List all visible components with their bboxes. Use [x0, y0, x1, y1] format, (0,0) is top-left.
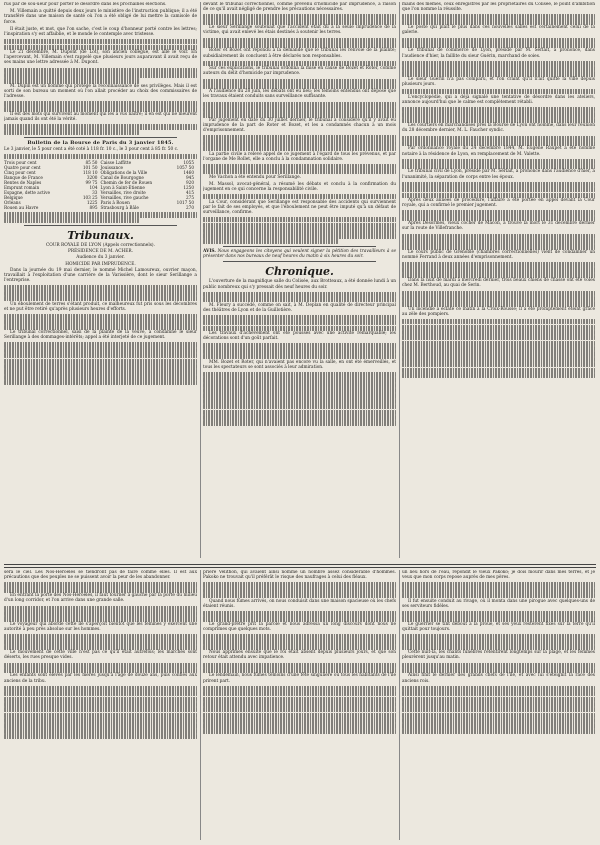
- paragraph: Roter et Bozet ont répondu à la demande que le tribunal les renvoie de la plainte; subsidiairement ils concluent à être déclarés non responsables.: [203, 48, 396, 59]
- text-line: [4, 606, 197, 611]
- text-line: [203, 668, 396, 673]
- paragraph: Dans la journée du 19 mai dernier, le nommé Michel Lamoureux, ouvrier maçon, travaillait à l'exploitation d'une carrière de la Varissière, dont le sieur Serillange a l'entreprise.: [4, 267, 197, 284]
- paragraph: Ainsi finit le dernier des grands chefs de l'île, et avec lui s'éteignit la race des anciens rois.: [402, 673, 595, 684]
- text-line: [203, 707, 396, 712]
- paragraph: Il était juste, et mot, que l'on sache, c'est le coup d'honneur porté contre les lettres; l'inspiration s'y est affaiblie, et le monde le contemple avec tristesse.: [4, 26, 197, 38]
- text-line: [203, 404, 396, 409]
- bourse-intro: Le 3 janvier, le 5 pour cent a été coté à 118 fr. 10 c., le 3 pour cent à 85 fr. 50 c.: [4, 147, 179, 153]
- quote-name: Espagne, dette active: [4, 190, 50, 196]
- text-line: [402, 273, 595, 278]
- column-1: [4, 2, 197, 562]
- quote-name: Banque de France: [4, 175, 43, 181]
- text-line: [402, 668, 595, 673]
- paragraph: Le poste qui plaît le plus dans ces nouvelles salles est certainement celui de la galerie.: [402, 25, 595, 36]
- text-line: [402, 234, 595, 239]
- paragraph: Dans la nuit de mardi à mercredi dernier, trois beaux chiens de chasse ont été volés chez M. Berthoud, au quai de Serin.: [402, 278, 595, 289]
- quote-name: Versailles, rive gauche: [100, 195, 149, 201]
- text-line: [4, 342, 197, 347]
- quote-value: 945: [186, 175, 194, 181]
- paragraph: Le cours public de Grenoble (chambres correctionnelles) vient de condamner un nommé Ferrand à deux années d'emprisonnement.: [402, 249, 595, 260]
- text-line: [203, 582, 396, 587]
- quote-name: Lyon à Saint-Etienne: [100, 185, 145, 191]
- text-line: [4, 218, 139, 223]
- quote-value: 33: [92, 190, 98, 196]
- paragraph: Le tribunal de commerce de Lyon, présidé par M. Sérlait, a prononcé, dans l'audience d'hier, la faillite du sieur Guérin, marchand de soies.: [402, 48, 595, 59]
- bourse-heading: Bulletin de la Bourse de Paris du 3 janvier 1845.: [27, 140, 174, 147]
- text-line: [4, 691, 197, 696]
- paragraph: Un incendie a éclaté ce matin à la Croix-Rousse; il a été promptement éteint grâce au zèle des pompiers.: [402, 306, 595, 317]
- quote-value: 3200: [86, 175, 98, 181]
- paragraph: Les courtiers en marchandises près la Bourse de Lyon ont nommé, dans leur réunion du 28 décembre dernier, M. L. Faucher syndic.: [402, 123, 595, 134]
- quote-value: 1057 50: [176, 165, 194, 171]
- quote-name: Versailles, rive droite: [100, 190, 146, 196]
- text-line: [4, 588, 197, 593]
- text-line: [203, 729, 396, 734]
- text-line: [402, 723, 595, 728]
- paragraph: Le 21 décembre, M. Dupont (de Lot), son ancien collègue, est allé le voir. En l'apercevant, M. Villemain s'est rappelé que plusieurs jours auparavant il avait reçu de ses mains une lettre adressée à M. Dupont.: [4, 49, 197, 66]
- quote-value: 1017 50: [176, 200, 194, 206]
- text-line: [203, 61, 396, 66]
- divider-rule: [223, 246, 376, 247]
- text-line: [4, 107, 197, 112]
- quote-name: Rouen au Havre: [4, 205, 39, 211]
- text-line: [4, 582, 197, 587]
- text-line: [203, 217, 396, 222]
- text-line: [402, 593, 595, 598]
- paragraph: Apres Desormes, vieux cocher de Mâcon, a trouvé la mort le 31 décembre dernier sur la route de Villefranche.: [402, 221, 595, 232]
- quote-value: 920: [186, 180, 194, 186]
- text-line: [402, 319, 595, 324]
- paragraph: La partie civile a relevé appel de ce jugement à l'égard de tous les prévenus, et par l'organe de Me Rollet, elle a conclu à la condamnation solidaire.: [203, 151, 396, 162]
- tribunaux-title: Tribunaux.: [67, 228, 134, 242]
- text-line: [4, 645, 197, 650]
- quote-value: 1055: [183, 160, 194, 166]
- paragraph: Sur ces explications, le tribunal ordonna la mise en cause de Bozet et Roter, comme auteurs du délit d'homicide par imprudence.: [203, 66, 396, 77]
- quote-value: 1225: [86, 200, 98, 206]
- audience-date: Audience du 3 janvier.: [76, 255, 125, 261]
- text-line: [4, 353, 197, 358]
- paragraph: devant le tribunal correctionnel, comme prévenu d'homicide par imprudence, à raison de ce qu'il avait négligé de prendre les précautions nécessaires.: [203, 2, 396, 13]
- text-line: [402, 645, 595, 650]
- text-line: [203, 593, 396, 598]
- paragraph: M. Dupin est un homme qui protège la reconnaissance de ses privilèges. Mais il est sorti de son bureau un moment où l'on allait procéder au choix des commissaires de l'adresse.: [4, 83, 197, 100]
- paragraph: un lieu hors de l'eau, répondit le vieux Pakoko; je dois mourir dans mes terres, et je veux que mon corps repose auprès de mes pères.: [402, 570, 595, 581]
- paragraph: Le guerrier se tint debout à la proue, et ses yeux restèrent fixés sur la terre qu'il quittait pour toujours.: [402, 621, 595, 632]
- text-line: [203, 377, 396, 382]
- paragraph: L'encyclopédie, qui a déjà signalé une tentative de désordre dans les ateliers, annonce aujourd'hui que le calme est complètement rétabli.: [402, 94, 595, 105]
- column-rule: [399, 570, 400, 840]
- paragraph: Les enfants sont élevés par les mères jusqu'à l'âge de douze ans, puis confiés aux anciens de la tribu.: [4, 673, 197, 684]
- text-line: [203, 14, 396, 19]
- paragraph: M. Fleury a succédé, comme on sait, à M. Deplan en qualité de directeur principal des théâtres de Lyon et de la Guillotière.: [203, 302, 396, 313]
- text-line: [4, 707, 197, 712]
- text-line: [402, 697, 595, 702]
- presidence: PRÉSIDENCE DE M. ACHER.: [68, 249, 133, 255]
- text-line: [203, 320, 396, 325]
- text-line: [203, 645, 396, 650]
- quote-value: 103 25: [82, 195, 98, 201]
- quote-name: Orléans: [4, 200, 21, 206]
- paragraph: MM. Bozet et Roter, qui n'avaient pas encore vu la salle, en ont été émerveillés, et tous les spectateurs se sont associés à leur admiration.: [203, 359, 396, 370]
- text-line: [402, 193, 595, 198]
- divider-rule: [24, 137, 177, 138]
- paragraph: mains des mêmes, ceux enregistrés par les propriétaires du Colisée, le point d'ambition que l'on nomme la réussite.: [402, 2, 595, 13]
- text-line: [402, 136, 595, 141]
- quote-value: 415: [186, 190, 194, 196]
- text-line: [402, 351, 595, 356]
- paragraph: prière Vélithon, qui avaient ainsi nommé un nombre assez considérable d'hommes. Pakoko ne trouvait qu'il préférât le risque des naufrages à celui des fléaux.: [203, 570, 396, 581]
- text-line: [4, 39, 197, 44]
- quote-name: Canal de Bourgogne: [100, 175, 144, 181]
- text-line: [402, 267, 595, 272]
- text-line: [203, 326, 396, 331]
- paragraph: L'ouverture de la magnifique salle du Colisée, aux Brotteaux, a été donnée lundi à un public nombreux qui s'y pressait dès neuf heures du soir.: [203, 279, 396, 290]
- text-line: [402, 164, 595, 169]
- text-line: [4, 130, 139, 135]
- text-line: [402, 187, 595, 192]
- text-line: [402, 216, 595, 221]
- feuilleton-divider: [4, 564, 596, 568]
- text-line: [4, 380, 197, 385]
- text-line: [402, 582, 595, 587]
- paragraph: Me Vachon a été entendu pour Serillange.: [209, 174, 301, 180]
- text-line: [203, 38, 396, 43]
- paragraph: M. Massol, avocat-général, a résumé les débats et conclu à la confirmation du jugement en ce qui concerne la responsabilité civile.: [203, 181, 396, 193]
- text-line: [203, 194, 396, 199]
- bourse-table: [4, 160, 197, 210]
- text-line: [203, 393, 396, 398]
- text-line: [4, 68, 197, 73]
- feuilleton-column-1: [4, 570, 197, 842]
- text-line: [402, 14, 595, 19]
- text-line: [4, 78, 139, 83]
- paragraph: Le lendemain, nous fûmes témoins d'une fête singulière où tous les habitants de l'île prirent part.: [203, 673, 396, 684]
- quote-value: 275: [186, 195, 194, 201]
- text-line: [4, 212, 197, 217]
- text-line: [203, 84, 396, 89]
- text-line: [402, 373, 595, 378]
- text-line: [203, 723, 396, 728]
- quote-name: Quatre pour cent: [4, 165, 41, 171]
- quote-name: Jouissance: [100, 165, 124, 171]
- paragraph: Le sieur Serillange soutenait que l'accident était dû à la seule imprudence de la victime, qui avait enlevé les étais destinés à soutenir les terres.: [203, 25, 396, 36]
- paragraph: Le sieur Guérin n'a pas comparu, et l'on craint qu'il n'ait quitté la ville depuis plusieurs jours.: [402, 76, 595, 88]
- text-line: [402, 112, 595, 117]
- text-line: [203, 354, 396, 359]
- paragraph: Les travaux d'achèvement ont été poussés avec une activité remarquable; les décorations sont d'un goût parfait.: [203, 331, 396, 342]
- text-line: [402, 729, 595, 734]
- text-line: [402, 335, 595, 340]
- column-2: [203, 2, 396, 562]
- text-line: [4, 325, 197, 330]
- text-line: [203, 239, 338, 244]
- column-rule: [399, 2, 400, 558]
- column-rule: [200, 2, 201, 558]
- quote-value: 85 50: [85, 160, 98, 166]
- paragraph: Après deux années de procédure, l'affaire a été portée en appel devant la Cour royale, qui a confirmé le premier jugement.: [402, 198, 595, 209]
- text-line: [203, 639, 396, 644]
- text-line: [402, 368, 595, 373]
- column-3: [402, 2, 595, 562]
- text-line: [402, 43, 595, 48]
- paragraph: Le mouvement de cette ville n'est pas ce qu'il était autrefois; les marchés sont déserts, les rues presque vides.: [4, 650, 197, 661]
- paragraph: M. Villemain a quitté depuis deux jours le ministère de l'instruction publique; il a été transféré dans une maison de santé où l'on a été obligé de lui mettre la camisole de force.: [4, 9, 197, 25]
- paragraph: Le tribunal correctionnel, saisi de la plainte de la veuve, a condamné le sieur Serillange à des dommages-intérêts; appel a été interjeté de ce jugement.: [4, 330, 197, 341]
- text-line: [402, 707, 595, 712]
- text-line: [402, 244, 595, 249]
- quote-value: 1460: [183, 170, 194, 176]
- avis-notice: [203, 249, 396, 259]
- feuilleton-section: [4, 570, 596, 842]
- text-line: [4, 101, 197, 106]
- text-line: [402, 38, 595, 43]
- paragraph: La Cour, considérant que Serillange est responsable des accidents qui surviennent par le fait de ses employés, et que l'éboulement ne peut être imputé qu'à un défaut de surveillance, confirme.: [203, 199, 396, 216]
- text-line: [203, 79, 396, 84]
- text-line: [203, 169, 396, 174]
- quote-value: 1250: [183, 185, 194, 191]
- text-line: [4, 616, 197, 621]
- text-line: [203, 233, 396, 238]
- text-line: [402, 301, 595, 306]
- text-line: [4, 639, 197, 644]
- feuilleton-column-3: [402, 570, 595, 842]
- text-line: [4, 285, 197, 290]
- text-line: [203, 691, 396, 696]
- quote-value: 895: [89, 205, 98, 211]
- upper-section: [4, 2, 596, 562]
- paragraph: rus par de sou-ueur pour porter le désordre dans les prochaines élections.: [4, 2, 167, 7]
- text-line: [203, 146, 396, 151]
- feuilleton-column-2: [203, 570, 396, 842]
- paragraph: Le grand-prêtre prit la parole et nous adressa un long discours dont nous ne comprîmes que quelques mots.: [203, 621, 396, 632]
- text-line: [402, 639, 595, 644]
- quote-name: Emprunt romain: [4, 185, 40, 191]
- text-line: [4, 668, 197, 673]
- text-line: [4, 154, 197, 159]
- text-line: [4, 723, 197, 728]
- case-subject: HOMICIDE PAR IMPRUDENCE.: [65, 261, 136, 267]
- quote-value: 118 10: [82, 170, 98, 176]
- quote-value: 99 75: [85, 180, 98, 186]
- paragraph: Par jugement en date du 30 juillet dernier, le tribunal a considéré qu'il y avait eu imprudence de la part de Roter et Bozet, et les a condamnés chacun à un mois d'emprisonnement.: [203, 117, 396, 134]
- quote-name: Caisse Laffitte: [100, 160, 132, 166]
- avis-label: AVIS.: [203, 248, 216, 254]
- paragraph: Quand nous fûmes arrivés, on nous conduisit dans une maison spacieuse où les chefs étaient réunis.: [203, 598, 396, 609]
- paragraph: En entrant la porte des Nos-Heroeles, il faut tourner à gauche par la porte du milieu d'un long corridor, et l'on arrive dans une grande salle.: [4, 593, 197, 604]
- text-line: [402, 362, 595, 367]
- chronique-title: Chronique.: [265, 265, 334, 279]
- text-line: [402, 210, 595, 215]
- text-line: [4, 369, 197, 374]
- text-line: [402, 71, 595, 76]
- quote-name: Trois pour cent: [4, 160, 37, 166]
- text-line: [4, 734, 197, 739]
- text-line: [203, 43, 396, 48]
- paragraph: Le tribunal civil de Lyon, présidé par M. Sérlait, a prononcé dans l'audience d'hier, à l'unanimité, la séparation de corps entre les époux.: [402, 169, 595, 180]
- paragraph: Il fut ensuite conduit au rivage, où il monta dans une pirogue avec quelques-uns de ses serviteurs fidèles.: [402, 598, 595, 609]
- quote-name: Cinq pour cent: [4, 170, 36, 176]
- text-line: [203, 343, 396, 348]
- text-line: [402, 118, 595, 123]
- paragraph: sera le ciel. Les Nos-Heroeles se tiendront pas de faire comme elles. Il est aux précautions que des peuples ne se puissent avoir la peur de les abandonner.: [4, 570, 197, 581]
- paragraph: Cette nuit-là, les chants funèbres retentirent longtemps sur la plage, et les femmes pleurèrent jusqu'au matin.: [402, 650, 595, 661]
- table-row: [4, 205, 197, 210]
- text-line: [203, 420, 396, 425]
- text-line: [203, 20, 396, 25]
- quote-value: 104: [89, 185, 98, 191]
- text-line: [402, 616, 595, 621]
- quote-name: Rentes de Naples: [4, 180, 42, 186]
- paragraph: À l'audience du 28 juin, les débats ont eu lieu; les témoins entendus ont déposé que les travaux étaient conduits sans surveillance suffisante.: [203, 89, 396, 100]
- quote-name: Chemin de fer de Rouen: [100, 180, 153, 186]
- text-line: [4, 697, 197, 702]
- text-line: [203, 697, 396, 702]
- text-line: [4, 296, 197, 301]
- text-line: [402, 141, 595, 146]
- paragraph: Par ordonnance royale du 24 décembre 1844, M. Eugène Raupet a été nommé notaire à la résidence de Lyon, en remplacement de M. Valette.: [402, 146, 595, 157]
- text-line: [203, 616, 396, 621]
- text-line: [402, 691, 595, 696]
- paragraph: Un éboulement de terres s'étant produit, ce malheureux fut pris sous les décombres et ne put être retiré qu'après plusieurs heures d'efforts.: [4, 301, 197, 312]
- text-line: [203, 135, 396, 140]
- avis-text: Nous engageons les citoyens qui veulent signer la pétition des travailleurs à se présenter dans nos bureaux de neuf heures du matin à six heures du soir.: [203, 248, 396, 260]
- text-line: [203, 297, 396, 302]
- quote-value: 270: [186, 205, 194, 211]
- paragraph: Il est des mots qui survivent au moment qui les a vus naître; il en est qui ne meurent jamais quand ils ont été la vérité.: [4, 112, 197, 123]
- paragraph: Nous apprîmes ensuite que le roi était absent depuis plusieurs jours, et que son retour était attendu avec impatience.: [203, 650, 396, 661]
- divider-rule: [24, 225, 177, 226]
- text-line: [203, 112, 396, 117]
- quote-name: Paris à Rouen: [100, 200, 130, 206]
- divider-rule: [223, 261, 376, 262]
- court-name: COUR ROYALE DE LYON (Appels correctionnels).: [46, 242, 155, 248]
- quote-name: Belgique: [4, 195, 23, 201]
- quote-value: 101 50: [82, 165, 98, 171]
- text-line: [402, 325, 595, 330]
- quote-name: Strasbourg à Bâle: [100, 205, 139, 211]
- text-line: [402, 20, 595, 25]
- text-line: [4, 319, 197, 324]
- text-line: [4, 45, 197, 50]
- quote-name: Obligations de la Ville: [100, 170, 148, 176]
- column-rule: [200, 570, 201, 840]
- text-line: [402, 89, 595, 94]
- text-line: [4, 124, 197, 129]
- paragraph: Le voyageur qui aborde cette île s'aperçoit bientôt que les femmes y exercent une autorité à peu près absolue sur les hommes.: [4, 621, 197, 632]
